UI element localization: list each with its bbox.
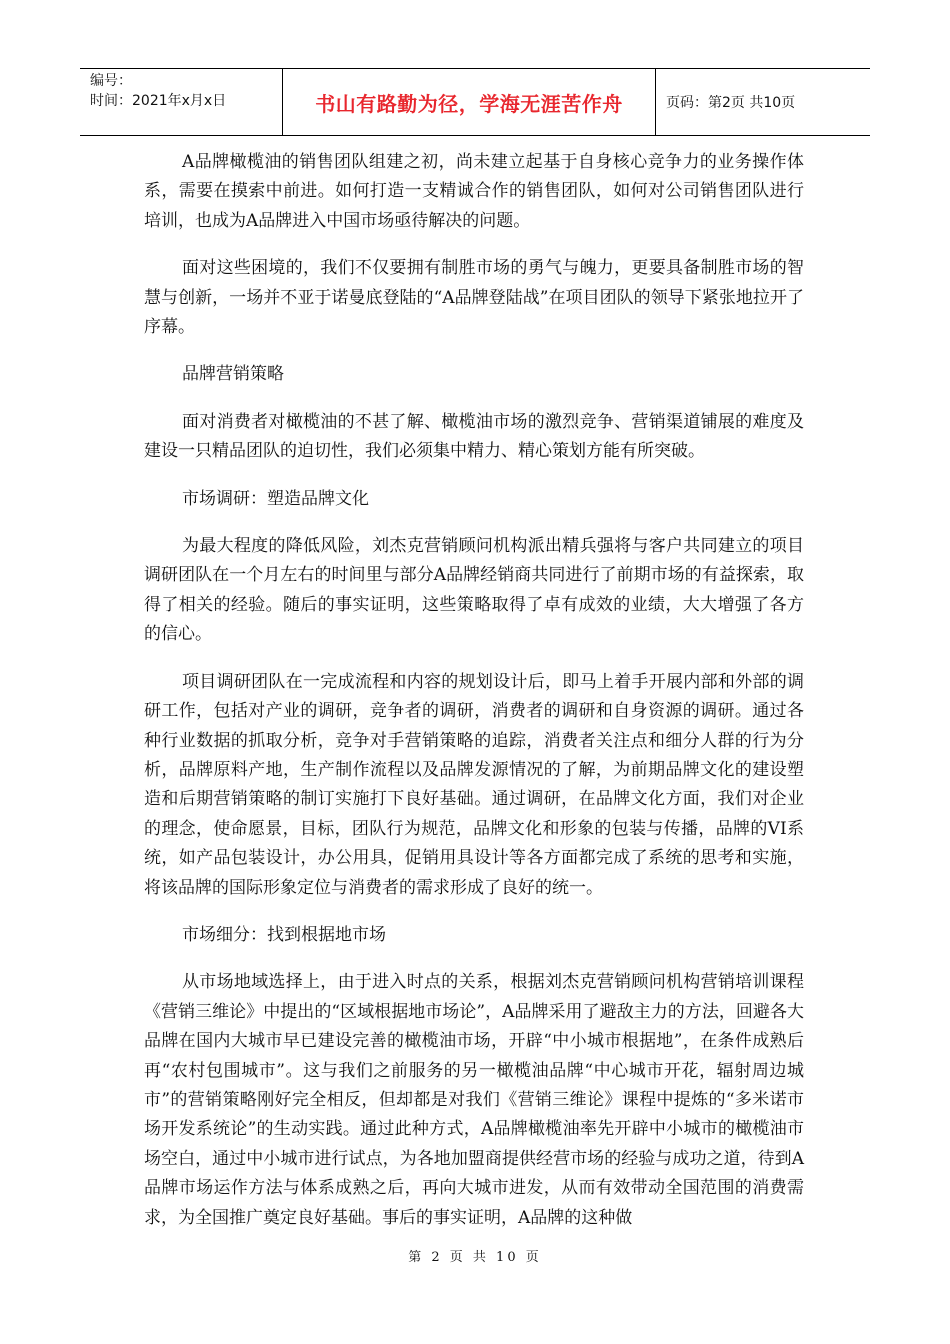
header-page-number: 页码：第2页 共10页 [666, 95, 796, 111]
paragraph: 面对这些困境的，我们不仅要拥有制胜市场的勇气与魄力，更要具备制胜市场的智慧与创新，一场并不亚于诺曼底登陆的“A品牌登陆战”在项目团队的领导下紧张地拉开了序幕。 [144, 258, 804, 338]
document-number: 编号： [90, 73, 132, 89]
document-body [144, 148, 804, 1251]
section-heading: 市场调研：塑造品牌文化 [182, 488, 369, 509]
section-heading: 品牌营销策略 [182, 364, 284, 385]
paragraph: 为最大程度的降低风险，刘杰克营销顾问机构派出精兵强将与客户共同建立的项目调研团队在一个月左右的时间里与部分A品牌经销商共同进行了前期市场的有益探索，取得了相关的经验。随后的事实证明，这些策略取得了卓有成效的业绩，大大增强了各方的信心。 [144, 536, 804, 645]
page-header [80, 68, 870, 136]
page-footer: 第 2 页 共 10 页 [408, 1250, 542, 1265]
paragraph: 从市场地域选择上，由于进入时点的关系，根据刘杰克营销顾问机构营销培训课程《营销三维论》中提出的“区域根据地市场论”，A品牌采用了避敌主力的方法，回避各大品牌在国内大城市早已建设完善的橄榄油市场，开辟“中小城市根据地”，在条件成熟后再“农村包围城市”。这与我们之前服务的另一橄榄油品牌“中心城市开花，辐射周边城市”的营销策略刚好完全相反，但却都是对我们《营销三维论》课程中提炼的“多米诺市场开发系统论”的生动实践。通过此种方式，A品牌橄榄油率先开辟中小城市的橄榄油市场空白，通过中小城市进行试点，为各地加盟商提供经营市场的经验与成功之道，待到A品牌市场运作方法与体系成熟之后，再向大城市进发，从而有效带动全国范围的消费需求，为全国推广奠定良好基础。事后的事实证明，A品牌的这种做 [144, 972, 804, 1228]
paragraph: 项目调研团队在一完成流程和内容的规划设计后，即马上着手开展内部和外部的调研工作，包括对产业的调研，竞争者的调研，消费者的调研和自身资源的调研。通过各种行业数据的抓取分析，竞争对手营销策略的追踪，消费者关注点和细分人群的行为分析，品牌原料产地，生产制作流程以及品牌发源情况的了解，为前期品牌文化的建设塑造和后期营销策略的制订实施打下良好基础。通过调研，在品牌文化方面，我们对企业的理念，使命愿景，目标，团队行为规范，品牌文化和形象的包装与传播，品牌的VI系统，如产品包装设计，办公用具，促销用具设计等各方面都完成了系统的思考和实施，将该品牌的国际形象定位与消费者的需求形成了良好的统一。 [144, 671, 804, 898]
paragraph: 面对消费者对橄榄油的不甚了解、橄榄油市场的激烈竞争、营销渠道铺展的难度及建设一只精品团队的迫切性，我们必须集中精力、精心策划方能有所突破。 [144, 411, 804, 462]
section-heading: 市场细分：找到根据地市场 [182, 924, 386, 945]
document-date: 时间：2021年x月x日 [90, 93, 227, 109]
header-meta [80, 69, 283, 135]
paragraph: A品牌橄榄油的销售团队组建之初，尚未建立起基于自身核心竞争力的业务操作体系，需要在摸索中前进。如何打造一支精诚合作的销售团队，如何对公司销售团队进行培训，也成为A品牌进入中国市场亟待解决的问题。 [144, 152, 804, 231]
header-motto: 书山有路勤为径，学海无涯苦作舟 [283, 69, 656, 135]
